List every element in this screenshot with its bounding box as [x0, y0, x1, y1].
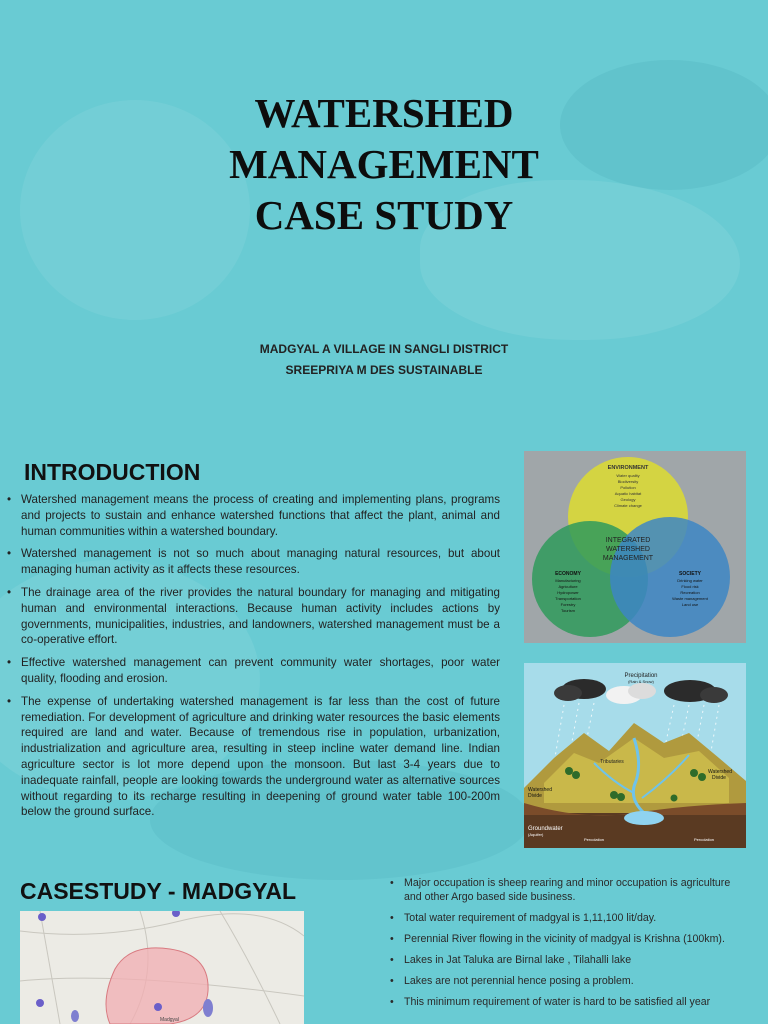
divide-label: Divide — [528, 793, 542, 799]
environment-item: Climate change — [614, 503, 642, 508]
list-item: • Watershed management means the process of creating and implementing plans, programs and projects to sustain and enhance watershed functions that affect the plant, animal and human communities within a watershed boundary. — [6, 492, 500, 539]
watershed-precipitation-diagram — [524, 663, 746, 848]
society-item: Drinking water — [677, 578, 703, 583]
economy-item: Tourism — [560, 608, 576, 613]
divide-label: Divide — [712, 775, 726, 781]
subtitle-line: SREEPRIYA M DES SUSTAINABLE — [285, 363, 483, 377]
list-item: • Major occupation is sheep rearing and minor occupation is agriculture and other Argo based side business. — [390, 876, 750, 904]
list-item: • Total water requirement of madgyal is 1,11,100 lit/day. — [390, 911, 750, 925]
society-item: Waste management — [672, 596, 708, 601]
map-label: Madgyal — [160, 1017, 179, 1023]
society-circle — [610, 517, 730, 637]
society-title: SOCIETY — [679, 571, 701, 577]
society-item: Flood risk — [681, 584, 699, 589]
groundwater-sublabel: (Aquifer) — [528, 832, 544, 837]
slide-title — [0, 88, 768, 241]
subtitle-line: MADGYAL A VILLAGE IN SANGLI DISTRICT — [259, 342, 509, 356]
title-line: WATERSHED — [254, 90, 514, 136]
economy-item: Hydropower — [557, 590, 579, 595]
lake-shape — [624, 811, 664, 825]
section-heading-introduction: INTRODUCTION — [24, 459, 201, 485]
environment-item: Geology — [620, 497, 636, 502]
precipitation-sublabel: (Rain & Snow) — [628, 679, 654, 684]
list-item: • Watershed management is not so much about managing natural resources, but about managing human activity as it affects these resources. — [6, 546, 500, 578]
list-item: • This minimum requirement of water is hard to be satisfied all year — [390, 995, 750, 1009]
title-line: CASE STUDY — [254, 192, 514, 238]
list-item: • Effective watershed management can prevent community water shortages, poor water quality, flooding and erosion. — [6, 655, 500, 687]
divide-label: Watershed — [528, 787, 552, 793]
casestudy-bullet-list — [390, 876, 750, 1016]
society-item: Land use — [681, 602, 699, 607]
environment-item: Biodiversity — [617, 479, 639, 484]
section-heading-casestudy: CASESTUDY - MADGYAL — [20, 878, 297, 904]
tributaries-label: Tributaries — [600, 759, 624, 765]
watershed-svg — [524, 663, 746, 848]
environment-title: ENVIRONMENT — [607, 465, 649, 471]
madgyal-map — [20, 911, 304, 1024]
title-line: MANAGEMENT — [229, 141, 539, 187]
divide-label: Watershed — [708, 769, 732, 775]
economy-item: Forestry — [560, 602, 576, 607]
introduction-bullet-list — [6, 492, 500, 827]
venn-svg — [524, 451, 746, 643]
venn-center-label: INTEGRATED — [605, 537, 651, 544]
economy-item: Agriculture — [558, 584, 578, 589]
percolation-label: Percolation — [694, 837, 715, 842]
list-item: • The drainage area of the river provides the natural boundary for managing and mitigating human and environmental interactions. Because human activity includes actions by governments, municipalities, industries, and landowners, watershed management must be a co-operative effort. — [6, 585, 500, 648]
integrated-watershed-venn-diagram — [524, 451, 746, 643]
venn-center-label: WATERSHED — [606, 546, 650, 553]
environment-item: Pollution — [620, 485, 636, 490]
economy-item: Manufacturing — [555, 578, 581, 583]
list-item: • The expense of undertaking watershed management is far less than the cost of future remediation. For development of agriculture and drinking water resources the basic elements required are land and water. Because of tremendous rise in population, urbanization, industrialization and agriculture area, resulting in steep incline water demand line. Indian agriculture sector is lot more depend upon the monsoon. But last 3-4 years due to inadequate rainfall, people are looking towards the underground water as alternative sources without regarding to its recharge resulting in deepening of ground water table 100-200m below the ground surface. — [6, 694, 500, 820]
venn-center-label: MANAGEMENT — [602, 555, 654, 562]
groundwater-label: Groundwater — [528, 826, 563, 832]
economy-item: Transportation — [555, 596, 581, 601]
society-item: Recreation — [680, 590, 700, 595]
percolation-label: Percolation — [584, 837, 605, 842]
environment-item: Aquatic habitat — [614, 491, 642, 496]
list-item: • Lakes in Jat Taluka are Birnal lake , Tilahalli lake — [390, 953, 750, 967]
environment-item: Water quality — [616, 473, 640, 478]
list-item: • Lakes are not perennial hence posing a problem. — [390, 974, 750, 988]
precipitation-label: Precipitation — [624, 673, 658, 679]
economy-title: ECONOMY — [555, 571, 581, 577]
list-item: • Perennial River flowing in the vicinity of madgyal is Krishna (100km). — [390, 932, 750, 946]
map-svg — [20, 911, 304, 1024]
